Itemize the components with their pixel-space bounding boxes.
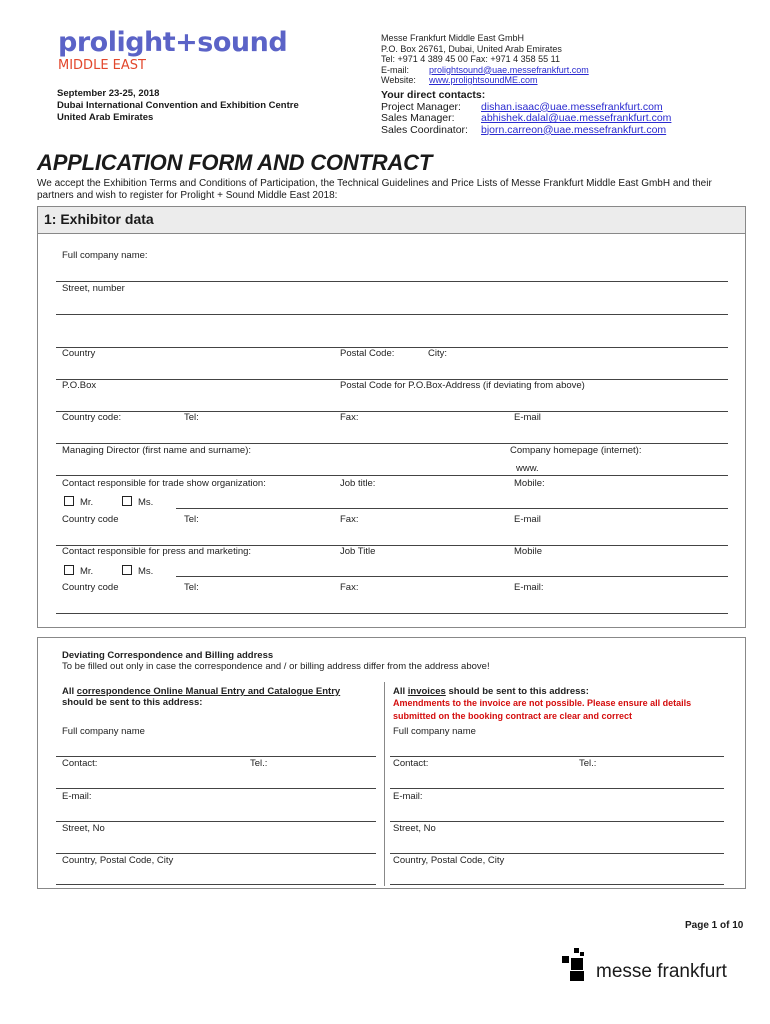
correspondence-heading: All correspondence Online Manual Entry and Catalogue Entry xyxy=(62,686,341,697)
contact-role: Sales Manager: xyxy=(381,112,455,124)
invoice-email-field[interactable] xyxy=(390,821,724,822)
tel-label: Tel: xyxy=(184,514,199,525)
city-label: City: xyxy=(428,348,447,359)
event-dates: September 23-25, 2018 xyxy=(57,88,160,99)
invoice-contact-field[interactable] xyxy=(390,788,724,789)
contact-role: Sales Coordinator: xyxy=(381,123,468,136)
invoice-warning-2: submitted on the booking contract are clear and correct xyxy=(393,711,633,721)
full-company-name-field[interactable] xyxy=(56,281,728,282)
contact-role: Project Manager: xyxy=(381,100,461,113)
pobox-line: P.O. Box 26761, Dubai, United Arab Emirates xyxy=(381,43,562,54)
job-title-label: Job title: xyxy=(340,478,376,489)
postal-code-label: Postal Code: xyxy=(340,348,395,359)
billing-address-box xyxy=(37,637,746,889)
invoice-street-field[interactable] xyxy=(390,853,724,854)
tel-right-label: Tel.: xyxy=(579,758,597,769)
logo-subtitle: MIDDLE EAST xyxy=(58,58,146,73)
street-field-1[interactable] xyxy=(56,314,728,315)
section-exhibitor-data-header xyxy=(37,206,746,234)
event-venue: Dubai International Convention and Exhibition Centre xyxy=(57,100,299,111)
tel-left-label: Tel.: xyxy=(250,758,268,769)
exhibitor-data-box xyxy=(37,232,746,628)
postal-pobox-label: Postal Code for P.O.Box-Address (if deviating from above) xyxy=(340,380,585,391)
email-label: E-mail xyxy=(514,412,541,423)
contacts-heading: Your direct contacts: xyxy=(381,89,486,101)
company-name: Messe Frankfurt Middle East GmbH xyxy=(381,33,525,43)
organizer-address xyxy=(381,33,589,86)
street-label: Street, number xyxy=(62,283,125,294)
press-phone-field[interactable] xyxy=(56,613,728,614)
section2-note: To be filled out only in case the correspondence and / or billing address differ from the address above! xyxy=(62,661,490,672)
tel-label: Tel: xyxy=(184,412,199,423)
prolight-sound-logo: prolight+sound xyxy=(58,27,288,58)
website-label: Website: xyxy=(381,75,416,85)
invoice-warning-1: Amendments to the invoice are not possible. Please ensure all details xyxy=(393,698,692,708)
checkbox-icon[interactable] xyxy=(64,565,74,575)
salutation-mr[interactable]: Mr. xyxy=(64,565,93,577)
checkbox-icon[interactable] xyxy=(122,496,132,506)
street-right-label: Street, No xyxy=(393,823,436,834)
managing-director-field[interactable] xyxy=(56,475,728,476)
mobile-label: Mobile xyxy=(514,546,542,557)
country-code-label: Country code xyxy=(62,514,119,525)
section-heading: 1: Exhibitor data xyxy=(44,211,154,227)
column-divider xyxy=(384,682,385,886)
page-number: Page 1 of 10 xyxy=(685,920,744,931)
event-country: United Arab Emirates xyxy=(57,112,154,123)
fax-label: Fax: xyxy=(340,582,359,593)
pobox-label: P.O.Box xyxy=(62,380,97,391)
contact-email-link[interactable]: dishan.isaac@uae.messefrankfurt.com xyxy=(481,100,663,113)
full-company-right-label: Full company name xyxy=(393,726,476,737)
country-label: Country xyxy=(62,348,96,359)
mobile-label: Mobile: xyxy=(514,478,545,489)
pobox-field[interactable] xyxy=(56,411,728,412)
fax-label: Fax: xyxy=(340,412,359,423)
correspondence-contact-field[interactable] xyxy=(56,788,376,789)
organizer-email-link[interactable]: prolightsound@uae.messefrankfurt.com xyxy=(429,64,589,75)
contact-press-label: Contact responsible for press and marketing: xyxy=(62,546,252,557)
full-company-name-label: Full company name: xyxy=(62,250,148,261)
country-code-label: Country code xyxy=(62,582,119,593)
cpc-right-label: Country, Postal Code, City xyxy=(393,855,505,866)
phone-field[interactable] xyxy=(56,443,728,444)
contact-right-label: Contact: xyxy=(393,758,429,769)
salutation-ms[interactable]: Ms. xyxy=(122,496,153,508)
managing-director-label: Managing Director (first name and surname): xyxy=(62,445,252,456)
country-code-label: Country code: xyxy=(62,412,122,423)
www-label: www. xyxy=(516,463,539,474)
contact-trade-label: Contact responsible for trade show organization: xyxy=(62,478,266,489)
direct-contacts xyxy=(381,90,671,136)
email-right-label: E-mail: xyxy=(393,791,423,802)
fax-label: Fax: xyxy=(340,514,359,525)
messe-frankfurt-mark-icon xyxy=(560,946,594,982)
page-title: APPLICATION FORM AND CONTRACT xyxy=(37,150,433,175)
email-label: E-mail xyxy=(514,514,541,525)
correspondence-email-field[interactable] xyxy=(56,821,376,822)
tel-label: Tel: xyxy=(184,582,199,593)
checkbox-icon[interactable] xyxy=(64,496,74,506)
correspondence-street-field[interactable] xyxy=(56,853,376,854)
correspondence-cpc-field[interactable] xyxy=(56,884,376,885)
full-company-left-label: Full company name xyxy=(62,726,145,737)
correspondence-company-field[interactable] xyxy=(56,756,376,757)
contact-press-field[interactable] xyxy=(176,576,728,577)
correspondence-heading-2: should be sent to this address: xyxy=(62,697,203,708)
contact-email-link[interactable]: bjorn.carreon@uae.messefrankfurt.com xyxy=(481,123,667,136)
contact-email-link[interactable]: abhishek.dalal@uae.messefrankfurt.com xyxy=(481,112,672,124)
job-title-label: Job Title xyxy=(340,546,376,557)
brand-text: messe frankfurt xyxy=(596,961,727,982)
cpc-left-label: Country, Postal Code, City xyxy=(62,855,174,866)
invoices-heading: All invoices should be sent to this address: xyxy=(393,686,589,697)
contact-trade-field[interactable] xyxy=(176,508,728,509)
invoice-cpc-field[interactable] xyxy=(390,884,724,885)
contact-left-label: Contact: xyxy=(62,758,98,769)
homepage-label: Company homepage (internet): xyxy=(510,445,642,456)
salutation-ms[interactable]: Ms. xyxy=(122,565,153,577)
event-info xyxy=(57,88,299,124)
email-label: E-mail: xyxy=(514,582,544,593)
street-left-label: Street, No xyxy=(62,823,105,834)
section2-heading: Deviating Correspondence and Billing address xyxy=(62,650,274,661)
messe-frankfurt-logo xyxy=(560,946,727,987)
intro-text: We accept the Exhibition Terms and Conditions of Participation, the Technical Guidelines and Price Lists of Messe Frankfurt Middle East GmbH and their partners and wish to register for Prolight + Sound Middle East 2018: xyxy=(37,178,712,201)
tel-fax-line: Tel: +971 4 389 45 00 Fax: +971 4 358 55 11 xyxy=(381,54,560,64)
checkbox-icon[interactable] xyxy=(122,565,132,575)
website-link[interactable]: www.prolightsoundME.com xyxy=(429,75,538,85)
email-left-label: E-mail: xyxy=(62,791,92,802)
invoice-company-field[interactable] xyxy=(390,756,724,757)
salutation-mr[interactable]: Mr. xyxy=(64,496,93,508)
email-label: E-mail: xyxy=(381,64,410,75)
